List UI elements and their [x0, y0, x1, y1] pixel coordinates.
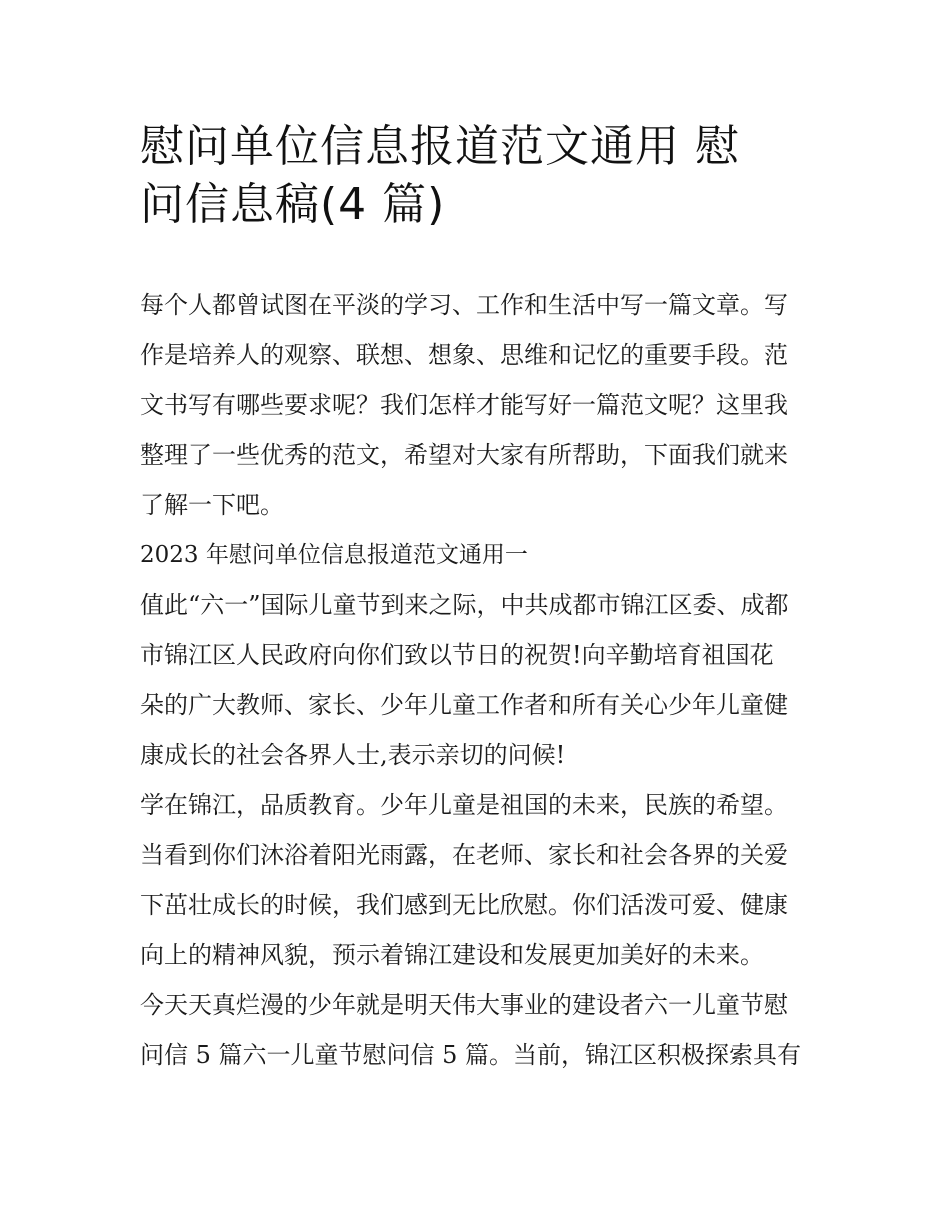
document-body: [140, 280, 830, 1080]
text-line: 学在锦江，品质教育。少年儿童是祖国的未来，民族的希望。: [140, 791, 788, 819]
text-line: 康成长的社会各界人士,表示亲切的问候!: [140, 741, 566, 769]
text-line: 值此“六一”国际儿童节到来之际，中共成都市锦江区委、成都: [140, 591, 789, 619]
text-line: 作是培养人的观察、联想、想象、思维和记忆的重要手段。范: [140, 341, 788, 369]
text-line: 市锦江区人民政府向你们致以节日的祝贺!向辛勤培育祖国花: [140, 641, 774, 669]
text-line: 今天天真烂漫的少年就是明天伟大事业的建设者六一儿童节慰: [140, 991, 788, 1019]
title-line: 问信息稿(4 篇): [140, 179, 446, 230]
text-line: 下茁壮成长的时候，我们感到无比欣慰。你们活泼可爱、健康: [140, 891, 788, 919]
document-title: [140, 118, 820, 234]
text-line: 向上的精神风貌，预示着锦江建设和发展更加美好的未来。: [140, 941, 764, 969]
title-line: 慰问单位信息报道范文通用 慰: [140, 121, 740, 172]
text-line: 文书写有哪些要求呢？我们怎样才能写好一篇范文呢？这里我: [140, 391, 788, 419]
text-line: 每个人都曾试图在平淡的学习、工作和生活中写一篇文章。写: [140, 291, 788, 319]
text-line: 了解一下吧。: [140, 491, 284, 519]
paragraph-3: [140, 980, 830, 1080]
section-heading: 2023 年慰问单位信息报道范文通用一: [140, 542, 528, 568]
text-line: 朵的广大教师、家长、少年儿童工作者和所有关心少年儿童健: [140, 691, 788, 719]
intro-paragraph: [140, 280, 830, 530]
text-line: 整理了一些优秀的范文，希望对大家有所帮助，下面我们就来: [140, 441, 788, 469]
text-line: 问信 5 篇六一儿童节慰问信 5 篇。当前，锦江区积极探索具有: [140, 1041, 802, 1069]
paragraph-1: [140, 580, 830, 780]
paragraph-2: [140, 780, 830, 980]
text-line: 当看到你们沐浴着阳光雨露，在老师、家长和社会各界的关爱: [140, 841, 788, 869]
